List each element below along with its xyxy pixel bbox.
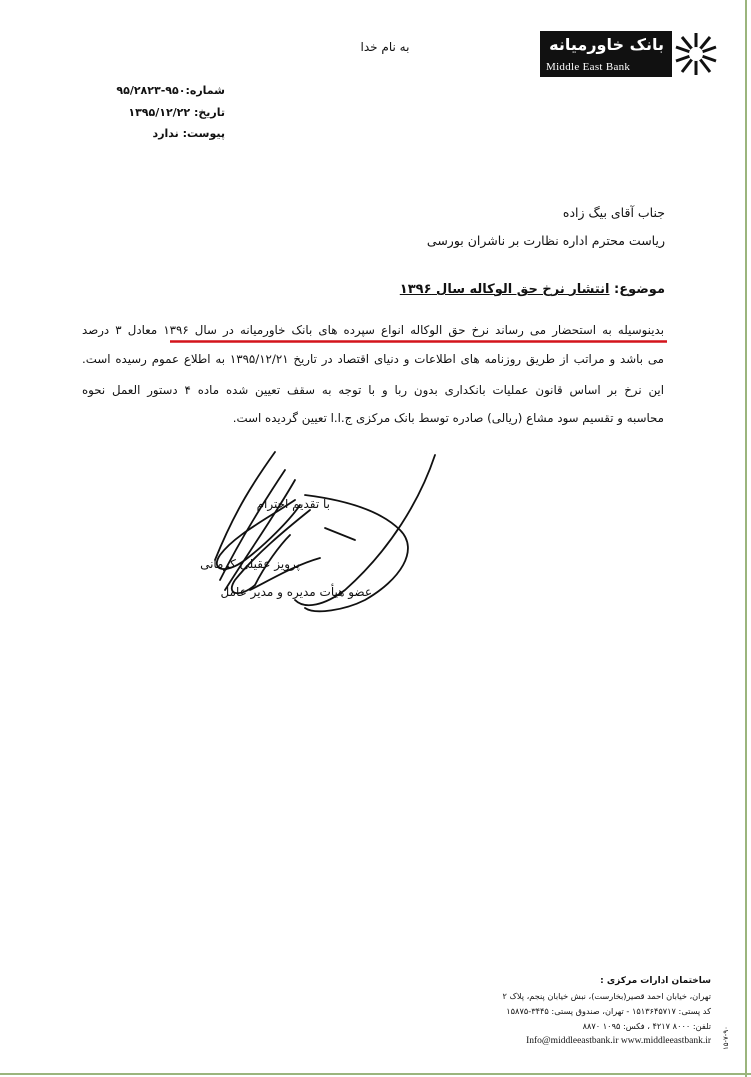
sunburst-logo-icon <box>674 31 718 77</box>
signatory-position: عضو هیأت مدیره و مدیر عامل <box>220 585 372 599</box>
body-line-4: محاسبه و تقسیم سود مشاع (ریالی) صادره توسط بانک مرکزی ج.ا.ا تعیین گردیده است. <box>232 411 664 425</box>
letter-number: شماره:۹۵۰-۹۵/۲۸۲۳ <box>116 84 225 97</box>
bank-logo <box>540 31 718 77</box>
body-line-2: می باشد و مراتب از طریق روزنامه های اطلاعات و دنیای اقتصاد در تاریخ ۱۳۹۵/۱۲/۲۱ به اطلاع عموم رسیده است. <box>82 352 664 366</box>
handwritten-signature <box>195 440 465 620</box>
signatory-name: پرویز عقیلی کرمانی <box>200 557 300 571</box>
footer-address: تهران، خیابان احمد قصیر(بخارست)، نبش خیابان پنجم، پلاک ۲ <box>502 991 711 1001</box>
basmala: به نام خدا <box>360 40 410 54</box>
scan-edge-right <box>745 0 747 1077</box>
recipient-title: ریاست محترم اداره نظارت بر ناشران بورسی <box>426 233 665 248</box>
subject-text: انتشار نرخ حق الوکاله سال ۱۳۹۶ <box>399 282 610 297</box>
recipient-name: جناب آقای بیگ زاده <box>562 205 665 220</box>
footer-phone: تلفن: ۸۰۰۰ ۴۲۱۷ ، فکس: ۱۰۹۵ ۸۸۷۰ <box>582 1021 711 1031</box>
letter-date: تاریخ: ۱۳۹۵/۱۲/۲۲ <box>128 106 225 119</box>
footer-web-email: Info@middleeastbank.ir www.middleeastbank.ir <box>526 1036 711 1046</box>
form-code: ۱۵-۷-۹۰ <box>722 1026 730 1050</box>
footer-heading: ساختمان ادارات مرکزی : <box>600 976 711 986</box>
red-underline-annotation <box>170 340 667 343</box>
body-line-1: بدینوسیله به استحضار می رساند نرخ حق الوکاله انواع سپرده های بانک خاورمیانه در سال ۱۳۹۶ معادل ۳ درصد <box>82 323 664 337</box>
logo-persian-name: بانک خاورمیانه <box>549 35 664 54</box>
letter-attachment: پیوست: ندارد <box>152 127 225 140</box>
footer-postal: کد پستی: ۱۵۱۳۶۴۵۷۱۷ - تهران، صندوق پستی: ۳۴۴۵-۱۵۸۷۵ <box>506 1006 711 1016</box>
body-line-3: این نرخ بر اساس قانون عملیات بانکداری بدون ربا و با توجه به سقف تعیین شده ماده ۴ دستور العمل نحوه <box>82 383 664 397</box>
logo-wordmark <box>540 31 672 77</box>
subject-line <box>165 282 665 297</box>
subject-label: موضوع: <box>614 282 665 297</box>
scan-edge-bottom <box>0 1073 751 1075</box>
closing-text: با تقدیم احترام <box>256 497 330 511</box>
logo-english-name: Middle East Bank <box>546 61 631 73</box>
